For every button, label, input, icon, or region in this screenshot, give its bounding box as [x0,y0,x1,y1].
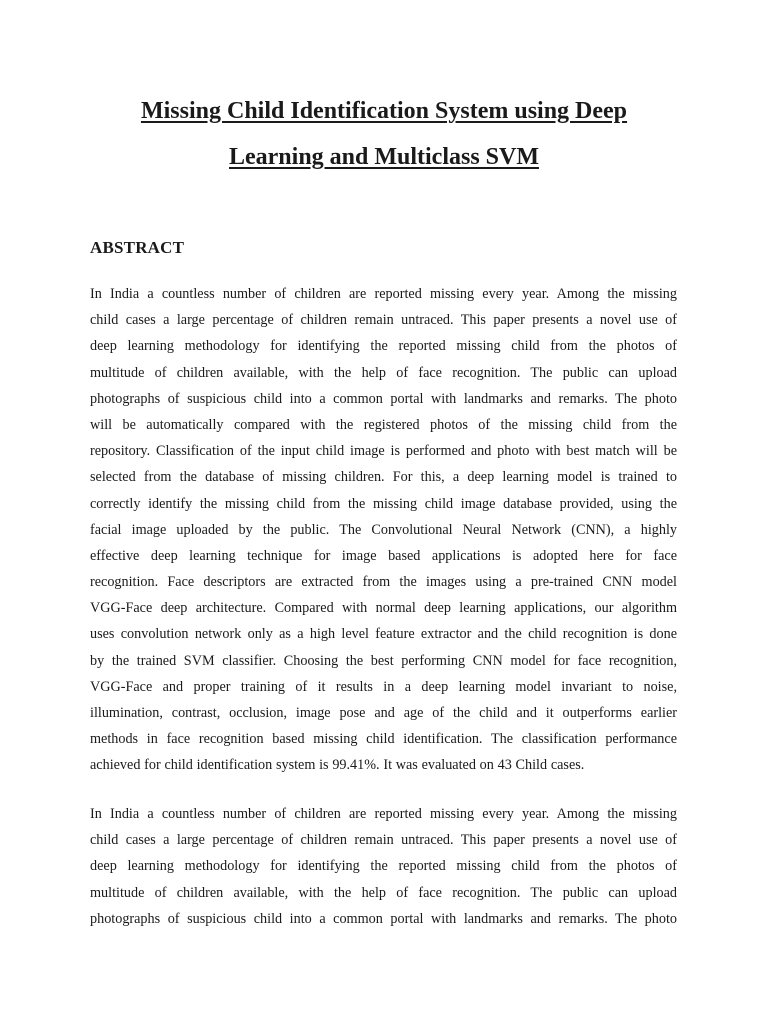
paragraph-line: child cases a large percentage of children remain untraced. This paper presents a novel use of [90,832,677,849]
paragraph-line: uses convolution network only as a high level feature extractor and the child recognition is done [90,626,677,643]
paragraph-line: photographs of suspicious child into a common portal with landmarks and remarks. The photo [90,910,677,927]
title-line-1: Missing Child Identification System using Deep [140,98,628,124]
paragraph-line: photographs of suspicious child into a common portal with landmarks and remarks. The photo [90,390,677,407]
title-line-2: Learning and Multiclass SVM [228,144,540,170]
paragraph-line: deep learning methodology for identifying the reported missing child from the photos of [90,338,677,355]
paragraph-line: methods in face recognition based missing child identification. The classification performance [90,731,677,748]
abstract-paragraph-1 [90,281,677,779]
paragraph-line: by the trained SVM classifier. Choosing the best performing CNN model for face recognition, [90,652,677,669]
paragraph-line: VGG-Face and proper training of it results in a deep learning model invariant to noise, [90,678,677,695]
paragraph-line: multitude of children available, with the help of face recognition. The public can upload [90,884,677,901]
paragraph-line: selected from the database of missing children. For this, a deep learning model is trained to [90,469,677,486]
paragraph-line: deep learning methodology for identifying the reported missing child from the photos of [90,858,677,875]
paragraph-line: will be automatically compared with the registered photos of the missing child from the [90,416,677,433]
paragraph-line: repository. Classification of the input child image is performed and photo with best match will be [90,443,677,460]
paragraph-line: In India a countless number of children are reported missing every year. Among the missing [90,286,677,302]
paragraph-line: recognition. Face descriptors are extracted from the images using a pre-trained CNN model [90,574,677,591]
paragraph-line: VGG-Face deep architecture. Compared with normal deep learning applications, our algorithm [90,600,677,617]
abstract-heading: ABSTRACT [90,238,185,257]
paragraph-line: multitude of children available, with the help of face recognition. The public can upload [90,364,677,381]
paragraph-line: correctly identify the missing child from the missing child image database provided, using the [90,495,677,512]
abstract-paragraph-2 [90,801,677,932]
paragraph-line: In India a countless number of children are reported missing every year. Among the missing [90,806,677,822]
page-title [80,88,688,180]
paragraph-line: child cases a large percentage of children remain untraced. This paper presents a novel use of [90,312,677,329]
paragraph-line: illumination, contrast, occlusion, image pose and age of the child and it outperforms earlier [90,705,677,721]
paragraph-line: facial image uploaded by the public. The Convolutional Neural Network (CNN), a highly [90,521,677,538]
paragraph-line: achieved for child identification system is 99.41%. It was evaluated on 43 Child cases. [90,757,585,774]
paragraph-line: effective deep learning technique for image based applications is adopted here for face [90,547,677,564]
